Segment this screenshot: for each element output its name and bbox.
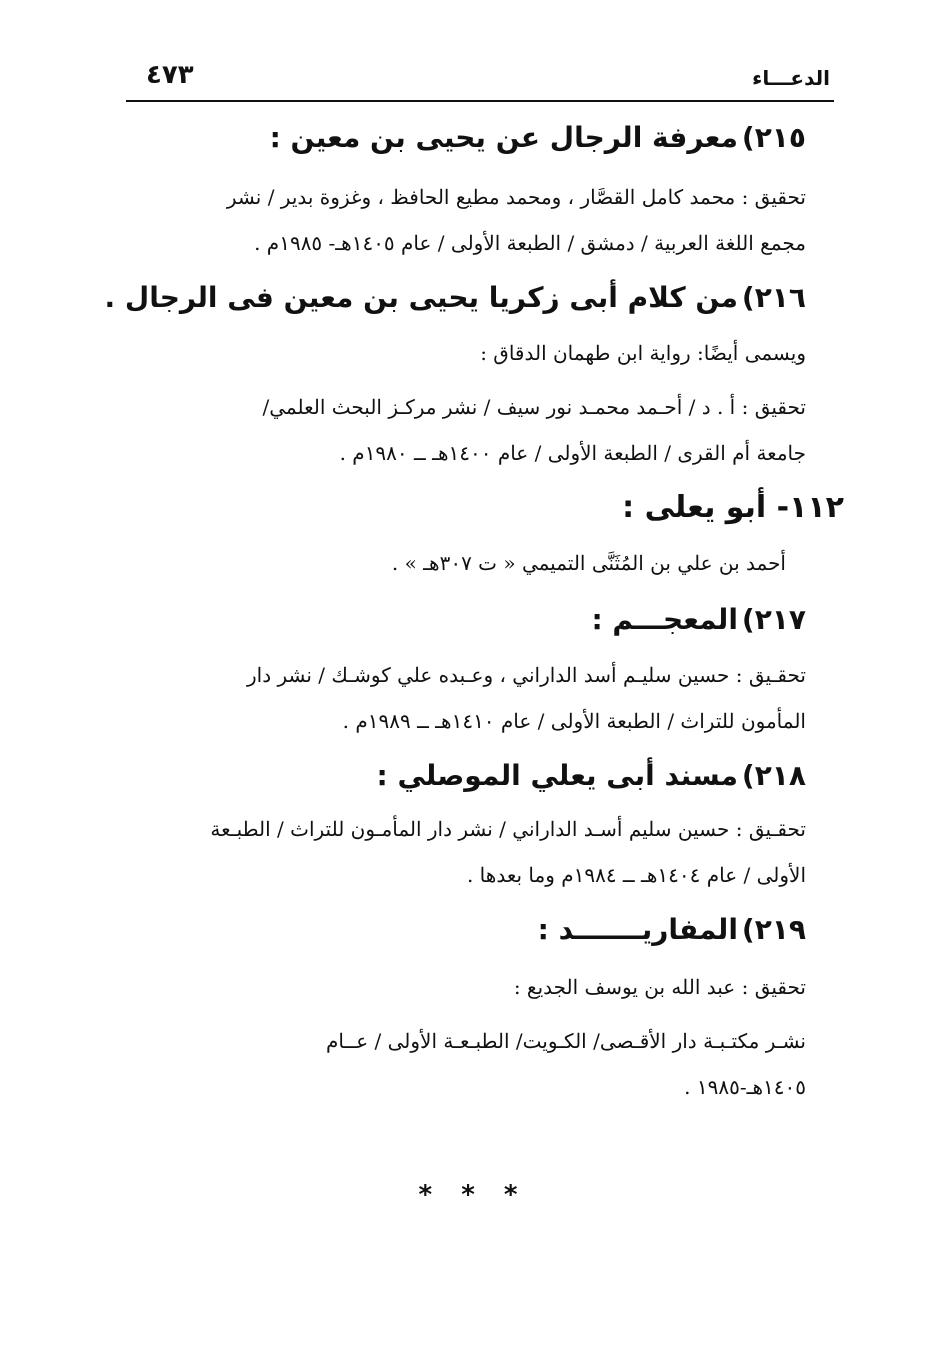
running-head xyxy=(128,62,830,98)
text-line: ١٤٠٥هـ-١٩٨٥ . xyxy=(684,1075,806,1099)
text-line: نشـر مكتـبـة دار الأقـصى/ الكـويت/ الطبـعـة الأولى / عــام xyxy=(326,1029,806,1053)
entry-title: المعجـــم : xyxy=(591,603,738,636)
entry-number: ٢١٨) xyxy=(741,759,806,792)
running-title: الدعـــاء xyxy=(752,66,830,90)
text-line: المأمون للتراث / الطبعة الأولى / عام ١٤١٠هـ ــ ١٩٨٩م . xyxy=(342,709,806,733)
entry-title: المفاريـــــــد : xyxy=(537,913,738,946)
entry-heading-218 xyxy=(128,756,806,796)
page-number: ٤٧٣ xyxy=(146,60,194,90)
header-rule xyxy=(126,100,834,102)
text-line: مجمع اللغة العربية / دمشق / الطبعة الأولى / عام ١٤٠٥هـ- ١٩٨٥م . xyxy=(254,231,806,255)
entry-title: مسند أبى يعلي الموصلي : xyxy=(376,759,738,792)
entry-body-215 xyxy=(128,174,806,266)
text-line: جامعة أم القرى / الطبعة الأولى / عام ١٤٠٠هـ ــ ١٩٨٠م . xyxy=(339,441,806,465)
text-line: تحقيق : أ . د / أحـمد محمـد نور سيف / نشر مركـز البحث العلمي/ xyxy=(262,395,806,419)
section-divider-stars: * * * xyxy=(418,1180,528,1210)
entry-number: ٢١٥) xyxy=(741,121,806,154)
entry-body-218 xyxy=(128,806,806,898)
entry-title: من كلام أبى زكريا يحيى بن معين فى الرجال . xyxy=(104,281,738,314)
text-line: تحقيق : عبد الله بن يوسف الجديع : xyxy=(513,975,806,999)
author-description: أحمد بن علي بن المُثَنَّى التميمي « ت ٣٠٧هـ » . xyxy=(391,551,786,575)
entry-number: ٢١٦) xyxy=(741,281,806,314)
text-line: الأولى / عام ١٤٠٤هـ ــ ١٩٨٤م وما بعدها . xyxy=(466,863,806,887)
author-heading: ١١٢- أبو يعلى : xyxy=(622,490,844,525)
text-line: تحقـيق : حسين سليـم أسد الداراني ، وعـبده علي كوشـك / نشر دار xyxy=(247,663,806,687)
entry-body-217 xyxy=(128,652,806,744)
entry-heading-215 xyxy=(128,118,806,158)
entry-heading-217 xyxy=(128,600,806,640)
text-line: ويسمى أيضًا: رواية ابن طهمان الدقاق : xyxy=(480,341,806,365)
entry-title: معرفة الرجال عن يحيى بن معين : xyxy=(269,121,738,154)
entry-heading-219 xyxy=(128,910,806,950)
entry-body-216 xyxy=(128,384,806,476)
entry-body-219 xyxy=(128,1018,806,1110)
text-line: تحقيق : محمد كامل القصَّار ، ومحمد مطيع الحافظ ، وغزوة بدير / نشر xyxy=(226,185,806,209)
entry-note-219 xyxy=(128,964,806,1010)
entry-note-216 xyxy=(128,330,806,376)
text-line: تحقـيق : حسين سليم أسـد الداراني / نشر دار المأمـون للتراث / الطبـعة xyxy=(210,817,806,841)
entry-number: ٢١٩) xyxy=(741,913,806,946)
entry-number: ٢١٧) xyxy=(741,603,806,636)
entry-heading-216 xyxy=(104,278,806,318)
